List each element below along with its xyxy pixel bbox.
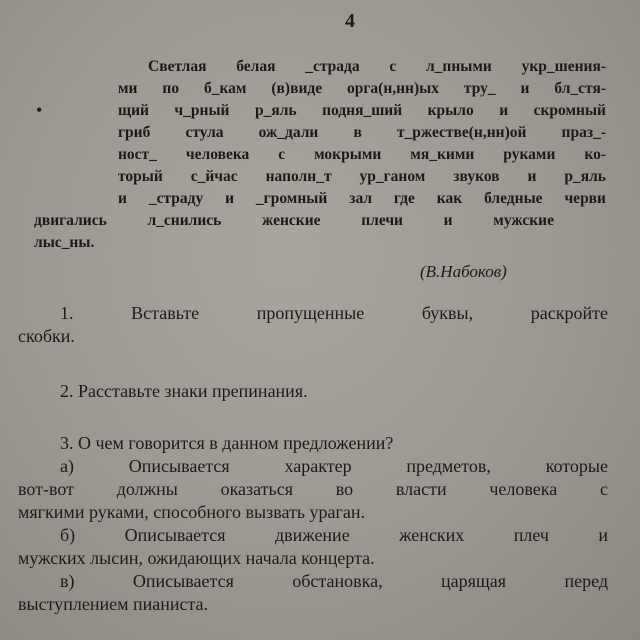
task-3 <box>18 432 608 616</box>
task-3-option-c-line: в) Описывается обстановка, царящая перед <box>60 571 608 591</box>
task-1 <box>18 302 608 348</box>
passage-line: двигались л_снились женские плечи и мужские <box>34 212 554 229</box>
task-3-option-b-line: мужских лысин, ожидающих начала концерта. <box>18 548 375 568</box>
page-number: 4 <box>345 10 355 32</box>
passage-line: и _страду и _громный зал где как бледные черви <box>118 190 606 207</box>
margin-dot: • <box>36 100 43 120</box>
literary-passage <box>34 56 606 254</box>
passage-line: ност_ человека с мокрыми мя_кими руками ко- <box>118 146 606 163</box>
task-3-option-c-line: выступлением пианиста. <box>18 594 209 614</box>
task-3-question: 3. О чем говорится в данном предложении? <box>60 433 394 453</box>
task-3-option-b-line: б) Описывается движение женских плеч и <box>60 525 608 545</box>
task-1-line: скобки. <box>18 326 75 346</box>
author-attribution: (В.Набоков) <box>420 262 507 281</box>
passage-line: Светлая белая _страда с л_пными укр_шения- <box>148 58 606 75</box>
passage-line: торый с_йчас наполн_т ур_ганом звуков и р_яль <box>118 168 606 185</box>
passage-line: гриб стула ож_дали в т_ржестве(н,нн)ой праз_- <box>118 124 606 141</box>
passage-line: ми по б_кам (в)виде орга(н,нн)ых тру_ и бл_стя- <box>118 80 606 97</box>
task-1-line: 1. Вставьте пропущенные буквы, раскройте <box>60 303 608 323</box>
task-3-option-a-line: вот-вот должны оказаться во власти человека с <box>18 479 608 499</box>
task-2-line: 2. Расставьте знаки препинания. <box>60 381 308 401</box>
passage-line: щий ч_рный р_яль подня_ший крыло и скромный <box>118 102 606 119</box>
task-3-option-a-line: мягкими руками, способного вызвать ураган. <box>18 502 366 522</box>
passage-line: лыс_ны. <box>34 234 95 251</box>
task-3-option-a-line: а) Описывается характер предметов, которые <box>60 456 608 476</box>
task-2 <box>18 380 608 403</box>
